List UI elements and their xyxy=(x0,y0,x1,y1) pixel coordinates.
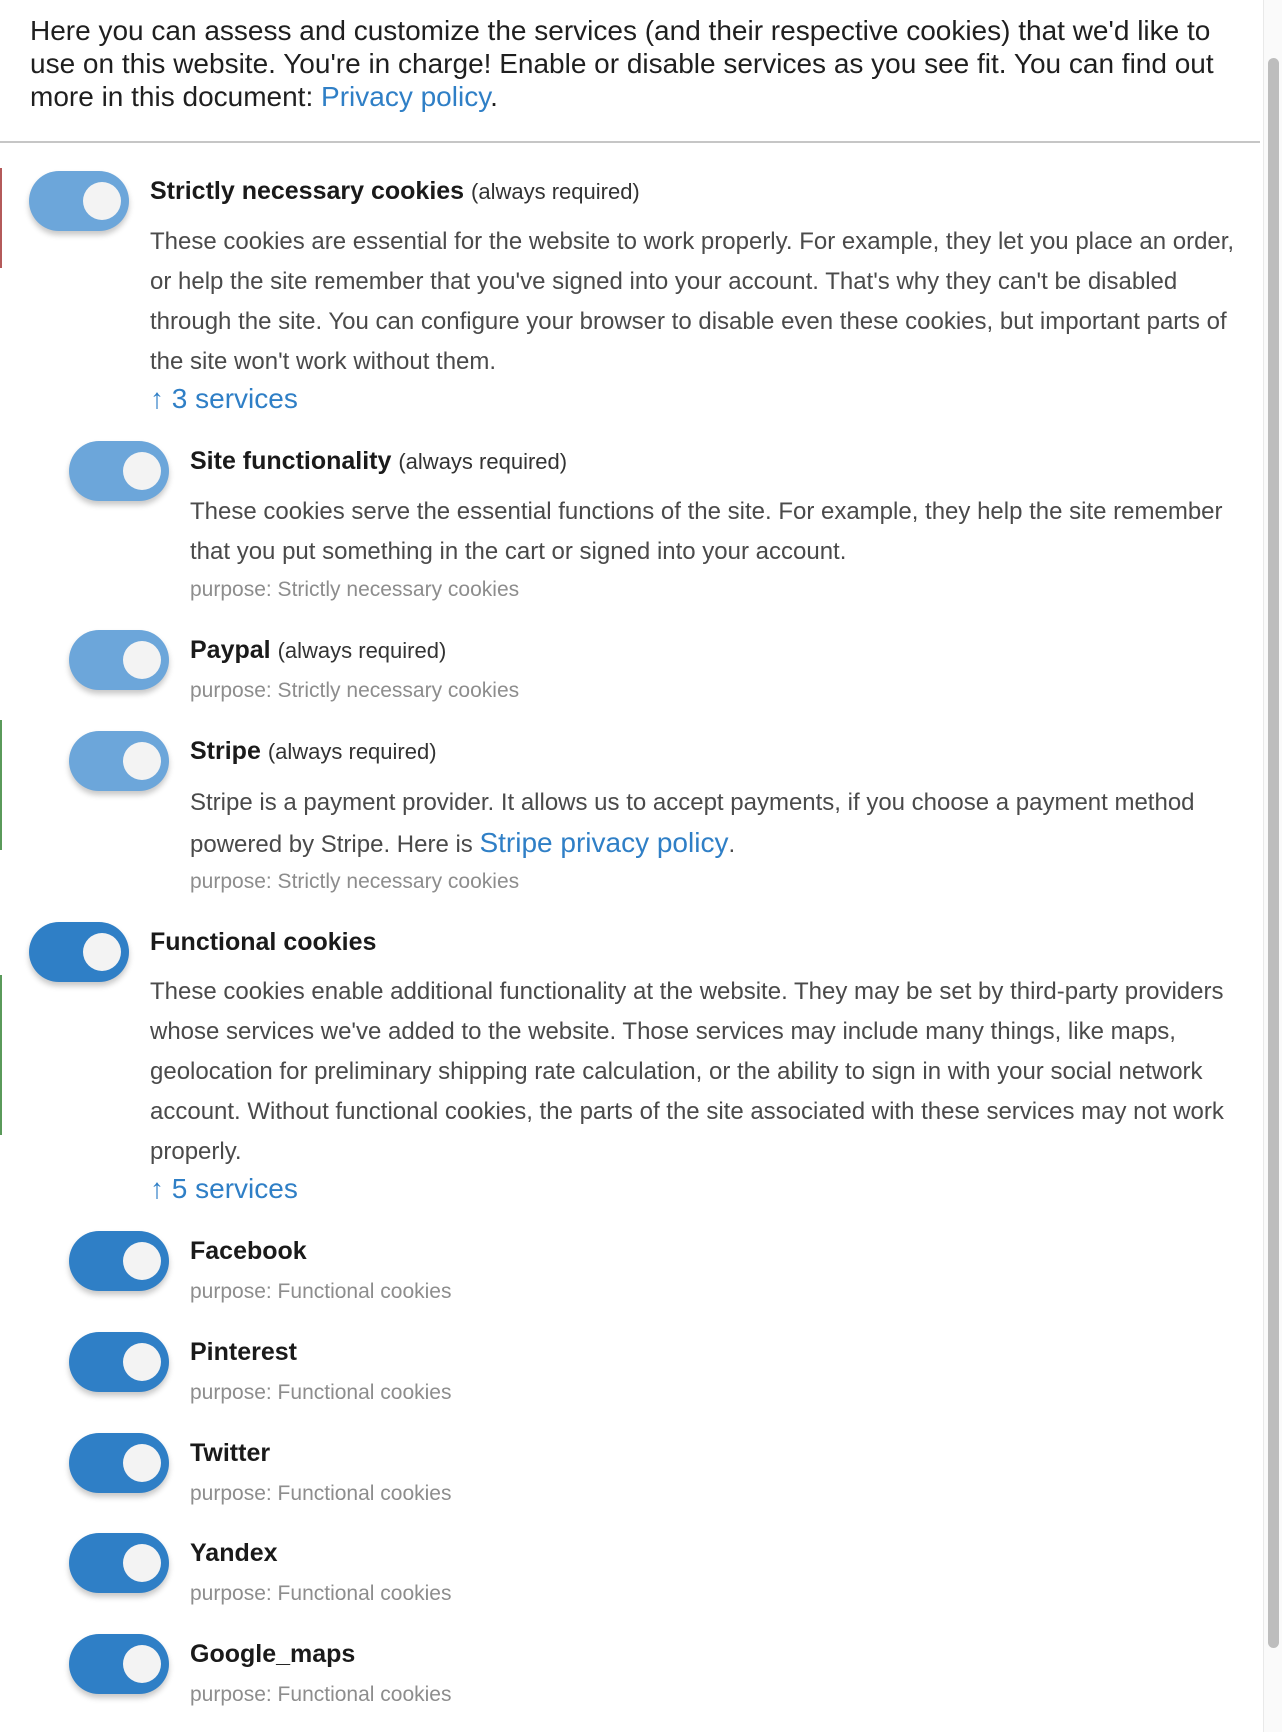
toggle-strictly-necessary-cookies[interactable] xyxy=(29,171,129,231)
scrollbar-track[interactable] xyxy=(1263,0,1282,1732)
service-title-pinterest: Pinterest xyxy=(190,1338,297,1366)
left-edge-strip xyxy=(0,720,2,850)
toggle-site-functionality[interactable] xyxy=(69,441,169,501)
toggle-knob xyxy=(83,182,121,220)
toggle-facebook[interactable] xyxy=(69,1231,169,1291)
toggle-knob xyxy=(83,933,121,971)
always-required-label: (always required) xyxy=(398,449,568,474)
toggle-twitter[interactable] xyxy=(69,1433,169,1493)
service-title-site-functionality xyxy=(190,447,567,476)
purpose-title-functional xyxy=(150,928,376,957)
intro-period: . xyxy=(490,81,498,112)
divider xyxy=(0,141,1260,143)
privacy-policy-link[interactable]: Privacy policy xyxy=(321,81,491,112)
toggle-knob xyxy=(123,452,161,490)
left-edge-strip xyxy=(0,168,2,268)
service-purpose: purpose: Strictly necessary cookies xyxy=(190,679,520,702)
service-title-text: Paypal xyxy=(190,636,271,664)
scrollbar-thumb[interactable] xyxy=(1268,58,1279,1648)
service-title-stripe xyxy=(190,737,437,766)
purpose-description: These cookies are essential for the website to work properly. For example, they let you place an order, or help the site remember that you've signed into your account. That's why they can't be disabled through the site. You can configure your browser to disable even these cookies, but important parts of the site won't work without them. xyxy=(150,228,1235,375)
toggle-knob xyxy=(123,1242,161,1280)
service-title-text: Stripe xyxy=(190,737,261,765)
toggle-knob xyxy=(123,1343,161,1381)
service-title-google-maps: Google_maps xyxy=(190,1640,356,1668)
always-required-label: (always required) xyxy=(471,179,640,204)
purpose-description: These cookies enable additional functionality at the website. They may be set by third-party providers whose services we've added to the website. Those services may include many things, like maps, geolocation for preliminary shipping rate calculation, or the ability to sign in with your social network account. Without functional cookies, the parts of the site associated with these services may not work properly. xyxy=(150,978,1224,1165)
always-required-label: (always required) xyxy=(277,638,447,663)
service-title-yandex: Yandex xyxy=(190,1539,278,1567)
intro-body: Here you can assess and customize the services (and their respective cookies) that we'd like to use on this website. You're in charge! Enable or disable services as you see fit. You can find out more in this document: xyxy=(30,15,1214,112)
service-title-facebook: Facebook xyxy=(190,1237,307,1265)
toggle-paypal[interactable] xyxy=(69,630,169,690)
service-title-twitter: Twitter xyxy=(190,1439,271,1467)
service-purpose: purpose: Functional cookies xyxy=(190,1280,452,1303)
service-purpose: purpose: Strictly necessary cookies xyxy=(190,870,520,893)
stripe-privacy-policy-link[interactable]: Stripe privacy policy xyxy=(479,827,729,858)
toggle-knob xyxy=(123,742,161,780)
stripe-link-suffix: . xyxy=(728,831,736,858)
always-required-label: (always required) xyxy=(267,739,437,764)
left-edge-strip xyxy=(0,975,2,1135)
toggle-stripe[interactable] xyxy=(69,731,169,791)
service-description xyxy=(190,783,1240,865)
toggle-knob xyxy=(123,1645,161,1683)
toggle-pinterest[interactable] xyxy=(69,1332,169,1392)
toggle-knob xyxy=(123,1444,161,1482)
service-purpose: purpose: Functional cookies xyxy=(190,1381,452,1404)
purpose-title-text: Strictly necessary cookies xyxy=(150,177,465,205)
toggle-functional-cookies[interactable] xyxy=(29,922,129,982)
toggle-google-maps[interactable] xyxy=(69,1634,169,1694)
purpose-title-strictly-necessary xyxy=(150,177,640,206)
intro-text xyxy=(30,14,1230,113)
toggle-knob xyxy=(123,641,161,679)
purpose-title-text: Functional cookies xyxy=(150,928,377,956)
service-title-text: Site functionality xyxy=(190,447,392,475)
service-title-paypal xyxy=(190,636,446,665)
service-purpose: purpose: Functional cookies xyxy=(190,1683,452,1706)
toggle-knob xyxy=(123,1544,161,1582)
service-purpose: purpose: Strictly necessary cookies xyxy=(190,578,520,601)
service-purpose: purpose: Functional cookies xyxy=(190,1582,452,1605)
stripe-description-text: Stripe is a payment provider. It allows us to accept payments, if you choose a payment method powered by Stripe. Here is xyxy=(190,789,1195,858)
services-toggle-link[interactable]: ↑ 3 services xyxy=(150,383,298,414)
service-description: These cookies serve the essential functions of the site. For example, they help the site remember that you put something in the cart or signed into your account. xyxy=(190,498,1223,565)
toggle-yandex[interactable] xyxy=(69,1533,169,1593)
service-purpose: purpose: Functional cookies xyxy=(190,1482,452,1505)
services-toggle-link[interactable]: ↑ 5 services xyxy=(150,1173,298,1204)
